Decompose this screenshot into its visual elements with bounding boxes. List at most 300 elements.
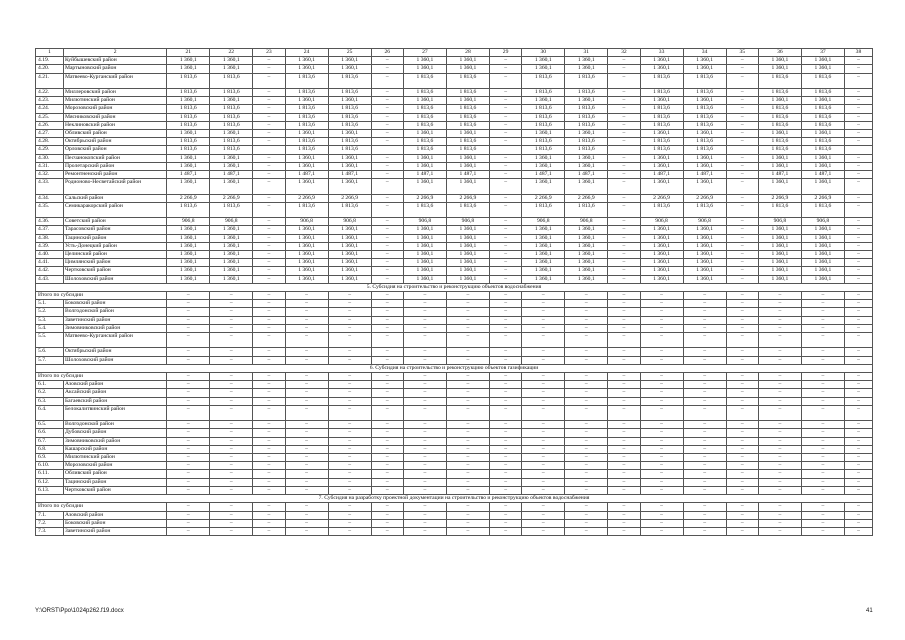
value-cell: 1 360,1 — [446, 57, 489, 65]
district-name: Советский район — [63, 218, 166, 226]
value-cell: 1 360,1 — [758, 179, 801, 194]
value-cell: 1 360,1 — [403, 251, 446, 259]
value-cell: – — [726, 348, 758, 356]
value-cell: – — [403, 373, 446, 381]
value-cell: 1 813,6 — [167, 113, 210, 121]
district-name: Шолоховский район — [63, 356, 166, 364]
column-number-cell: 23 — [253, 49, 285, 57]
value-cell: – — [167, 308, 210, 316]
value-cell: – — [253, 171, 285, 179]
value-cell: – — [328, 478, 371, 486]
value-cell: 1 360,1 — [167, 242, 210, 250]
value-cell: – — [801, 445, 844, 453]
value-cell: 1 360,1 — [403, 57, 446, 65]
value-cell: 1 360,1 — [801, 97, 844, 105]
value-cell: – — [844, 218, 872, 226]
value-cell: – — [608, 511, 640, 519]
value-cell: – — [844, 113, 872, 121]
value-cell: 1 813,6 — [446, 89, 489, 97]
value-cell: – — [253, 154, 285, 162]
value-cell: – — [726, 162, 758, 170]
value-cell: – — [683, 454, 726, 462]
value-cell: 1 360,1 — [167, 130, 210, 138]
value-cell: – — [489, 373, 521, 381]
value-cell: – — [565, 373, 608, 381]
value-cell: – — [489, 89, 521, 97]
value-cell: – — [253, 356, 285, 364]
value-cell: – — [253, 202, 285, 217]
value-cell: – — [167, 324, 210, 332]
value-cell: – — [328, 519, 371, 527]
value-cell: 1 360,1 — [801, 130, 844, 138]
value-cell: – — [403, 389, 446, 397]
table-row — [36, 527, 873, 535]
value-cell: – — [167, 527, 210, 535]
value-cell: – — [608, 421, 640, 429]
value-cell: – — [489, 470, 521, 478]
value-cell: – — [608, 113, 640, 121]
value-cell: – — [726, 486, 758, 494]
value-cell: – — [285, 356, 328, 364]
value-cell: – — [758, 519, 801, 527]
value-cell: – — [210, 356, 253, 364]
value-cell: – — [167, 316, 210, 324]
district-name: Миллеровский район — [63, 89, 166, 97]
table-row — [36, 333, 873, 348]
table-row — [36, 162, 873, 170]
value-cell: – — [328, 511, 371, 519]
value-cell: – — [565, 381, 608, 389]
value-cell: – — [446, 316, 489, 324]
value-cell: 2 266,9 — [167, 194, 210, 202]
value-cell: 1 360,1 — [403, 226, 446, 234]
value-cell: – — [371, 138, 403, 146]
value-cell: – — [758, 503, 801, 511]
table-row — [36, 194, 873, 202]
value-cell: – — [683, 405, 726, 420]
row-number: 5.4. — [36, 324, 64, 332]
value-cell: 1 813,6 — [167, 105, 210, 113]
value-cell: 1 813,6 — [403, 146, 446, 154]
value-cell: – — [801, 511, 844, 519]
value-cell: 906,8 — [640, 218, 683, 226]
column-number-cell: 1 — [36, 49, 64, 57]
district-name: Обливский район — [63, 470, 166, 478]
table-row — [36, 267, 873, 275]
row-number: 4.40. — [36, 251, 64, 259]
value-cell: – — [608, 527, 640, 535]
value-cell: 1 360,1 — [285, 251, 328, 259]
table-row — [36, 381, 873, 389]
value-cell: – — [801, 373, 844, 381]
value-cell: – — [726, 130, 758, 138]
value-cell: 1 813,6 — [683, 121, 726, 129]
value-cell: 1 813,6 — [640, 89, 683, 97]
value-cell: – — [640, 421, 683, 429]
value-cell: – — [726, 300, 758, 308]
district-name: Волгодонской район — [63, 421, 166, 429]
value-cell: 1 360,1 — [210, 234, 253, 242]
value-cell: – — [328, 421, 371, 429]
value-cell: – — [726, 105, 758, 113]
value-cell: 1 360,1 — [167, 234, 210, 242]
value-cell: – — [210, 478, 253, 486]
value-cell: – — [758, 470, 801, 478]
value-cell: – — [371, 316, 403, 324]
value-cell: – — [403, 316, 446, 324]
value-cell: – — [844, 397, 872, 405]
value-cell: – — [844, 130, 872, 138]
value-cell: 1 360,1 — [801, 242, 844, 250]
value-cell: – — [371, 57, 403, 65]
district-name: Чертковский район — [63, 486, 166, 494]
value-cell: 1 360,1 — [403, 267, 446, 275]
value-cell: 1 360,1 — [446, 179, 489, 194]
value-cell: – — [489, 478, 521, 486]
row-number: 4.27. — [36, 130, 64, 138]
district-name: Ремонтненский район — [63, 171, 166, 179]
value-cell: – — [210, 527, 253, 535]
value-cell: – — [565, 324, 608, 332]
value-cell: – — [285, 348, 328, 356]
value-cell: 1 487,1 — [758, 171, 801, 179]
value-cell: – — [844, 154, 872, 162]
value-cell: – — [801, 470, 844, 478]
value-cell: – — [489, 275, 521, 283]
value-cell: 1 360,1 — [403, 259, 446, 267]
value-cell: – — [285, 445, 328, 453]
value-cell: 906,8 — [446, 218, 489, 226]
value-cell: 1 813,6 — [522, 73, 565, 88]
row-number: 6.4. — [36, 405, 64, 420]
value-cell: 1 360,1 — [565, 226, 608, 234]
value-cell: – — [758, 333, 801, 348]
value-cell: 1 360,1 — [210, 275, 253, 283]
value-cell: 1 813,6 — [683, 138, 726, 146]
value-cell: – — [253, 251, 285, 259]
value-cell: 1 360,1 — [640, 267, 683, 275]
value-cell: 1 813,6 — [565, 113, 608, 121]
row-number: 4.38. — [36, 234, 64, 242]
value-cell: – — [285, 373, 328, 381]
value-cell: – — [726, 356, 758, 364]
value-cell: 1 813,6 — [683, 146, 726, 154]
value-cell: – — [640, 381, 683, 389]
value-cell — [608, 146, 640, 154]
value-cell: – — [844, 486, 872, 494]
value-cell: – — [489, 397, 521, 405]
value-cell: – — [726, 292, 758, 300]
value-cell: – — [640, 356, 683, 364]
value-cell: – — [403, 308, 446, 316]
column-number-cell: 28 — [446, 49, 489, 57]
district-name: Мясниковский район — [63, 113, 166, 121]
value-cell: – — [167, 445, 210, 453]
value-cell: – — [253, 97, 285, 105]
value-cell: – — [403, 381, 446, 389]
value-cell: – — [371, 356, 403, 364]
value-cell: 1 360,1 — [403, 275, 446, 283]
value-cell: 1 360,1 — [328, 251, 371, 259]
value-cell: – — [446, 397, 489, 405]
value-cell: 1 360,1 — [565, 97, 608, 105]
value-cell: 906,8 — [328, 218, 371, 226]
value-cell: 1 813,6 — [640, 113, 683, 121]
table-row — [36, 437, 873, 445]
value-cell: 1 360,1 — [403, 97, 446, 105]
value-cell: 2 266,9 — [801, 194, 844, 202]
value-cell: – — [608, 89, 640, 97]
value-cell: – — [608, 292, 640, 300]
table-row — [36, 242, 873, 250]
column-number-cell: 32 — [608, 49, 640, 57]
value-cell: 1 360,1 — [285, 154, 328, 162]
value-cell: 1 360,1 — [210, 97, 253, 105]
value-cell: – — [758, 405, 801, 420]
value-cell: – — [608, 121, 640, 129]
row-number: 6.13. — [36, 486, 64, 494]
value-cell: – — [565, 292, 608, 300]
value-cell: – — [726, 202, 758, 217]
table-row — [36, 130, 873, 138]
value-cell: – — [565, 429, 608, 437]
value-cell: 1 360,1 — [683, 179, 726, 194]
value-cell: – — [253, 316, 285, 324]
value-cell: 906,8 — [403, 218, 446, 226]
value-cell: – — [522, 454, 565, 462]
value-cell: 1 813,6 — [446, 202, 489, 217]
value-cell: – — [446, 470, 489, 478]
value-cell: – — [726, 454, 758, 462]
value-cell: – — [726, 445, 758, 453]
value-cell: – — [489, 251, 521, 259]
value-cell: 1 813,6 — [403, 105, 446, 113]
value-cell: – — [801, 519, 844, 527]
value-cell: 1 813,6 — [210, 89, 253, 97]
value-cell: – — [446, 421, 489, 429]
value-cell: – — [801, 333, 844, 348]
value-cell: – — [565, 478, 608, 486]
value-cell: 1 360,1 — [801, 267, 844, 275]
row-number: 4.35. — [36, 202, 64, 217]
value-cell: – — [253, 65, 285, 73]
row-number: 7.3. — [36, 527, 64, 535]
value-cell: – — [210, 454, 253, 462]
value-cell: – — [844, 373, 872, 381]
value-cell: 1 360,1 — [640, 65, 683, 73]
value-cell: – — [253, 389, 285, 397]
value-cell: 1 360,1 — [801, 57, 844, 65]
value-cell: 1 813,6 — [522, 202, 565, 217]
value-cell: – — [489, 316, 521, 324]
value-cell: 1 360,1 — [758, 242, 801, 250]
value-cell: 1 360,1 — [210, 57, 253, 65]
value-cell: 1 813,6 — [758, 138, 801, 146]
value-cell: 1 813,6 — [758, 121, 801, 129]
district-name: Песчанокопский район — [63, 154, 166, 162]
value-cell: – — [371, 97, 403, 105]
value-cell: – — [726, 316, 758, 324]
value-cell: – — [608, 259, 640, 267]
value-cell: – — [801, 454, 844, 462]
row-number: 4.32. — [36, 171, 64, 179]
district-name: Тацинский район — [63, 234, 166, 242]
value-cell: – — [167, 519, 210, 527]
value-cell: – — [371, 445, 403, 453]
value-cell: – — [726, 308, 758, 316]
footer-page-number: 41 — [866, 608, 873, 614]
table-row — [36, 308, 873, 316]
value-cell: 2 266,9 — [403, 194, 446, 202]
value-cell: – — [403, 348, 446, 356]
value-cell: 1 360,1 — [446, 97, 489, 105]
value-cell: – — [844, 356, 872, 364]
value-cell: 1 360,1 — [285, 162, 328, 170]
district-name: Усть-Донецкий район — [63, 242, 166, 250]
value-cell: – — [489, 527, 521, 535]
value-cell: 1 813,6 — [328, 105, 371, 113]
value-cell: 1 487,1 — [801, 171, 844, 179]
value-cell: – — [844, 316, 872, 324]
value-cell: – — [285, 470, 328, 478]
value-cell: – — [565, 397, 608, 405]
value-cell: – — [210, 519, 253, 527]
district-name: Зимовниковский район — [63, 324, 166, 332]
value-cell: – — [328, 405, 371, 420]
value-cell: – — [522, 470, 565, 478]
value-cell: – — [403, 527, 446, 535]
value-cell: – — [608, 202, 640, 217]
value-cell: – — [167, 333, 210, 348]
value-cell: 1 360,1 — [167, 251, 210, 259]
value-cell: 1 813,6 — [801, 105, 844, 113]
value-cell: 1 360,1 — [285, 242, 328, 250]
value-cell: 1 813,6 — [801, 202, 844, 217]
value-cell: 1 360,1 — [446, 154, 489, 162]
value-cell: – — [489, 381, 521, 389]
row-number: 5.1. — [36, 300, 64, 308]
district-name: Азовский район — [63, 381, 166, 389]
value-cell: – — [683, 324, 726, 332]
value-cell: 1 360,1 — [210, 259, 253, 267]
table-row — [36, 179, 873, 194]
value-cell: – — [640, 348, 683, 356]
value-cell: – — [210, 308, 253, 316]
row-number: 6.11. — [36, 470, 64, 478]
value-cell: – — [167, 478, 210, 486]
value-cell: – — [608, 478, 640, 486]
value-cell: 1 360,1 — [801, 154, 844, 162]
value-cell: – — [328, 503, 371, 511]
value-cell: 1 360,1 — [683, 234, 726, 242]
value-cell: – — [565, 462, 608, 470]
value-cell: – — [726, 429, 758, 437]
value-cell: – — [446, 445, 489, 453]
value-cell: – — [683, 316, 726, 324]
value-cell: – — [489, 300, 521, 308]
value-cell: 1 813,6 — [285, 121, 328, 129]
value-cell: – — [371, 162, 403, 170]
value-cell: – — [683, 478, 726, 486]
value-cell: 1 813,6 — [683, 113, 726, 121]
value-cell: 1 360,1 — [522, 154, 565, 162]
value-cell: – — [801, 381, 844, 389]
value-cell: – — [758, 445, 801, 453]
row-number: 5.5. — [36, 333, 64, 348]
value-cell: – — [328, 316, 371, 324]
value-cell: – — [210, 292, 253, 300]
value-cell: – — [801, 397, 844, 405]
value-cell: – — [403, 397, 446, 405]
value-cell: – — [844, 381, 872, 389]
subtotal-label: Итого по субсидии — [36, 503, 167, 511]
value-cell: – — [726, 194, 758, 202]
value-cell: – — [758, 348, 801, 356]
value-cell: 1 813,6 — [210, 146, 253, 154]
value-cell: – — [371, 462, 403, 470]
value-cell: – — [522, 421, 565, 429]
value-cell: – — [640, 389, 683, 397]
value-cell: – — [522, 503, 565, 511]
value-cell: – — [253, 242, 285, 250]
value-cell: 1 360,1 — [328, 234, 371, 242]
value-cell: – — [167, 511, 210, 519]
value-cell: – — [844, 300, 872, 308]
value-cell: – — [210, 348, 253, 356]
value-cell: – — [801, 405, 844, 420]
value-cell: – — [758, 486, 801, 494]
row-number: 4.30. — [36, 154, 64, 162]
value-cell: 1 360,1 — [801, 179, 844, 194]
value-cell: 1 360,1 — [565, 275, 608, 283]
value-cell: – — [758, 316, 801, 324]
value-cell: – — [640, 511, 683, 519]
value-cell: – — [328, 437, 371, 445]
value-cell: – — [285, 437, 328, 445]
value-cell: – — [167, 300, 210, 308]
value-cell: – — [403, 333, 446, 348]
value-cell: – — [253, 292, 285, 300]
value-cell: 1 813,6 — [167, 202, 210, 217]
value-cell: – — [489, 202, 521, 217]
value-cell: 1 813,6 — [328, 89, 371, 97]
value-cell: – — [844, 478, 872, 486]
value-cell: 1 360,1 — [683, 226, 726, 234]
column-number-cell: 27 — [403, 49, 446, 57]
value-cell: 1 813,6 — [683, 73, 726, 88]
value-cell: – — [253, 259, 285, 267]
value-cell: – — [844, 519, 872, 527]
value-cell: – — [446, 381, 489, 389]
value-cell: – — [167, 454, 210, 462]
value-cell: – — [371, 259, 403, 267]
table-row — [36, 405, 873, 420]
value-cell: – — [844, 242, 872, 250]
value-cell: – — [253, 194, 285, 202]
value-cell: – — [726, 138, 758, 146]
value-cell: – — [565, 454, 608, 462]
value-cell: 1 360,1 — [758, 226, 801, 234]
value-cell: – — [608, 333, 640, 348]
value-cell: 1 360,1 — [522, 242, 565, 250]
value-cell: 1 813,6 — [801, 138, 844, 146]
value-cell: 1 360,1 — [640, 242, 683, 250]
value-cell: – — [758, 308, 801, 316]
value-cell: – — [446, 405, 489, 420]
value-cell: 1 813,6 — [167, 138, 210, 146]
value-cell: – — [565, 389, 608, 397]
value-cell: – — [403, 437, 446, 445]
